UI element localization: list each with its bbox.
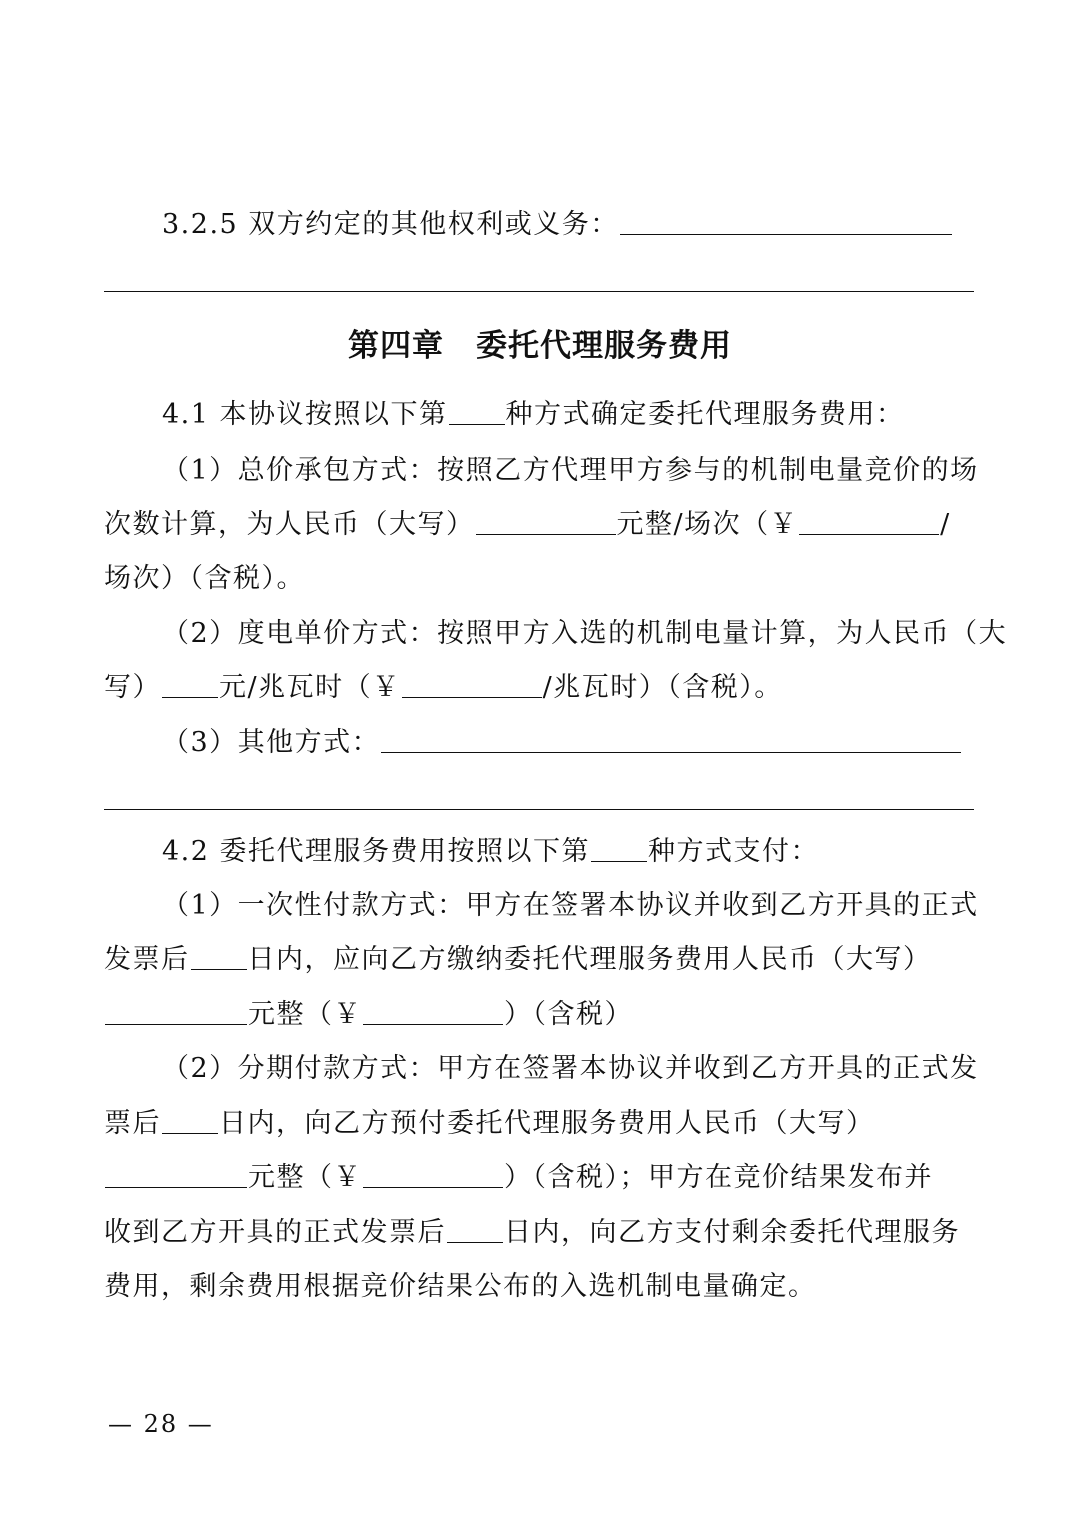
clause-text: 收到乙方开具的正式发票后 (104, 1217, 446, 1248)
clause-text: / (940, 509, 951, 540)
clause-4-2-heading (162, 832, 1032, 872)
clause-text: 日内，向乙方支付剩余委托代理服务 (504, 1217, 960, 1248)
option-1-line-3: 场次）（含税）。 (104, 563, 305, 594)
blank-field[interactable] (799, 510, 939, 535)
clause-text: 发票后 (104, 944, 190, 975)
option-1-line-2 (104, 505, 974, 545)
blank-field[interactable] (105, 1163, 247, 1188)
payment-2-line-2 (104, 1104, 974, 1144)
blank-field[interactable] (191, 945, 247, 970)
blank-field[interactable] (402, 673, 542, 698)
blank-field[interactable] (620, 210, 952, 235)
clause-text: 元整/场次（￥ (616, 509, 799, 540)
blank-field[interactable] (591, 837, 647, 862)
blank-field[interactable] (449, 400, 505, 425)
divider-line (104, 809, 974, 810)
clause-text: ）（含税）；甲方在竞价结果发布并 (504, 1162, 933, 1193)
blank-field[interactable] (105, 1000, 247, 1025)
payment-2-line-4 (104, 1213, 974, 1253)
clause-text: 票后 (104, 1108, 161, 1139)
clause-4-1-heading (162, 395, 1032, 435)
blank-field[interactable] (162, 673, 218, 698)
blank-field[interactable] (447, 1218, 503, 1243)
option-2-line-2 (104, 668, 974, 708)
clause-3-2-5-text: 3.2.5 双方约定的其他权利或义务： (162, 209, 619, 240)
clause-text: 日内，应向乙方缴纳委托代理服务费用人民币（大写） (247, 944, 932, 975)
blank-field[interactable] (363, 1163, 503, 1188)
payment-2-line-1: （2）分期付款方式：甲方在签署本协议并收到乙方开具的正式发 (162, 1053, 979, 1084)
blank-field[interactable] (476, 510, 616, 535)
payment-1-line-3 (104, 995, 974, 1035)
clause-text: 次数计算，为人民币（大写） (104, 509, 475, 540)
payment-1-line-1: （1）一次性付款方式：甲方在签署本协议并收到乙方开具的正式 (162, 890, 979, 921)
clause-text: 日内，向乙方预付委托代理服务费用人民币（大写） (219, 1108, 875, 1139)
divider-line (104, 291, 974, 292)
clause-text: /兆瓦时）（含税）。 (542, 672, 783, 703)
clause-text: 种方式确定委托代理服务费用： (505, 399, 905, 430)
clause-text: ）（含税） (504, 999, 633, 1030)
clause-text: 元整（￥ (248, 1162, 362, 1193)
option-1-line-1: （1）总价承包方式：按照乙方代理甲方参与的机制电量竞价的场 (162, 455, 979, 486)
blank-field[interactable] (363, 1000, 503, 1025)
chapter-title: 第四章 委托代理服务费用 (348, 328, 732, 364)
blank-field[interactable] (162, 1109, 218, 1134)
clause-text: 写） (104, 672, 161, 703)
payment-2-line-3 (104, 1158, 974, 1198)
blank-field[interactable] (381, 728, 961, 753)
option-3-line (162, 723, 1032, 763)
payment-2-line-5: 费用，剩余费用根据竞价结果公布的入选机制电量确定。 (104, 1271, 817, 1302)
clause-text: 4.2 委托代理服务费用按照以下第 (162, 836, 591, 867)
clause-3-2-5 (162, 205, 1032, 245)
clause-text: 元整（￥ (248, 999, 362, 1030)
clause-text: 元/兆瓦时（￥ (219, 672, 401, 703)
page-number: — 28 — (108, 1410, 214, 1438)
option-2-line-1: （2）度电单价方式：按照甲方入选的机制电量计算，为人民币（大 (162, 618, 1008, 649)
clause-text: （3）其他方式： (162, 727, 381, 758)
clause-text: 种方式支付： (648, 836, 820, 867)
payment-1-line-2 (104, 940, 974, 980)
clause-text: 4.1 本协议按照以下第 (162, 399, 448, 430)
